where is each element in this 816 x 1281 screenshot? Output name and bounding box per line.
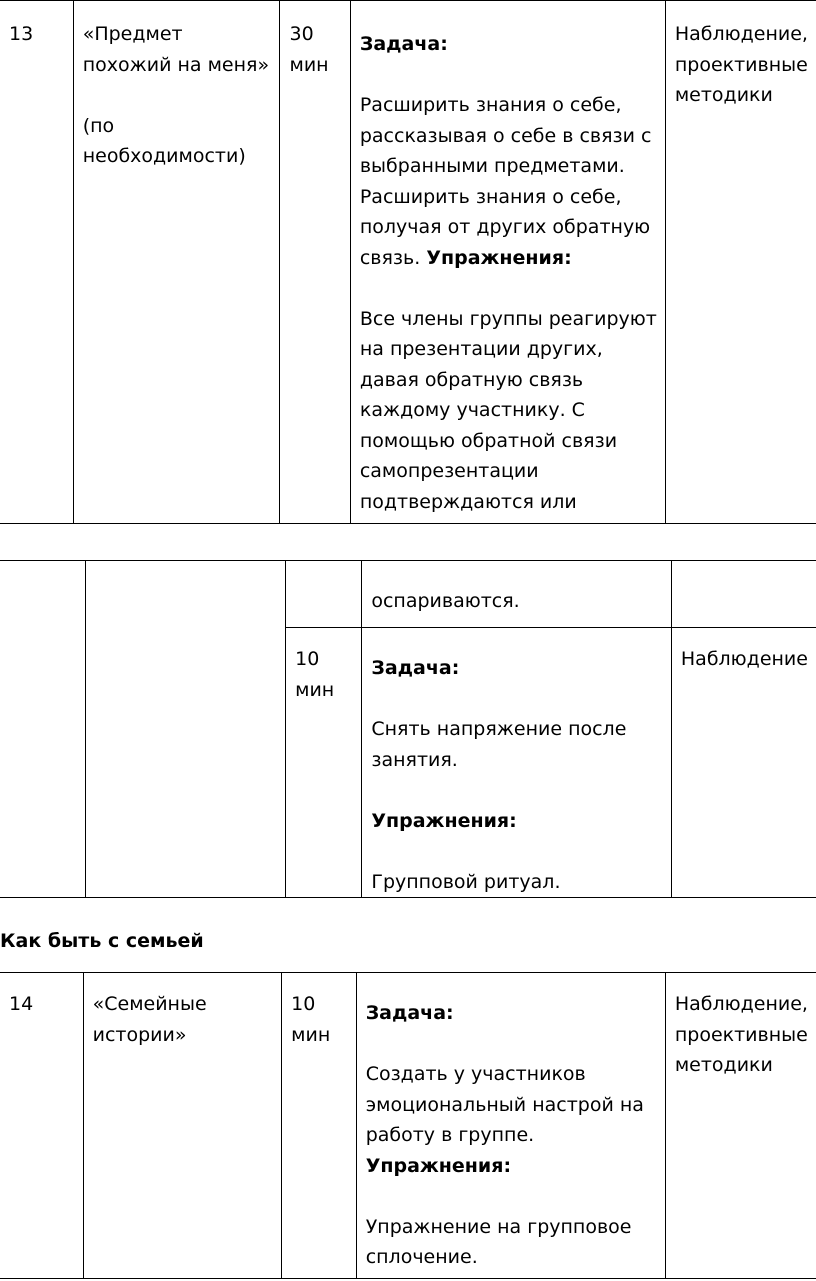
- task-line: работу в группе.: [365, 1124, 535, 1146]
- duration-unit: мин: [295, 678, 335, 701]
- session-title-cell: [73, 1, 280, 524]
- exercise-line: каждому участнику. С: [359, 399, 585, 421]
- task-line: получая от других обратную: [359, 216, 651, 238]
- content-cell: [362, 628, 672, 898]
- session-number: 14: [9, 993, 34, 1015]
- exercise-line: самопрезентации: [359, 460, 539, 482]
- session-title-line-2: похожий на меня»: [82, 53, 270, 76]
- exercise-line: давая обратную связь: [359, 368, 584, 391]
- exercises-label: Упражнения:: [365, 1154, 512, 1177]
- session-number-cell: [0, 1, 73, 524]
- exercise-line: Групповой ритуал.: [371, 870, 561, 893]
- method-cell: [671, 628, 816, 898]
- task-line: выбранными предметами.: [359, 155, 625, 177]
- task-label: Задача:: [371, 657, 460, 679]
- task-line: эмоциональный настрой на: [365, 1093, 644, 1116]
- session-number-cell: [0, 973, 83, 1279]
- method-line: методики: [674, 1054, 773, 1076]
- task-line: Расширить знания о себе,: [359, 94, 622, 116]
- task-line: связь.: [359, 246, 421, 269]
- session-note-line-1: (по: [82, 114, 115, 137]
- session-title-cell: [83, 973, 282, 1279]
- exercise-line: Упражнение на групповое: [365, 1215, 632, 1238]
- empty-duration-cell: [286, 561, 362, 628]
- method-line: Наблюдение: [680, 648, 808, 670]
- exercise-line: подтверждаются или: [359, 490, 577, 513]
- exercise-line: помощью обратной связи: [359, 429, 618, 452]
- content-continuation-cell: [362, 561, 672, 628]
- session-14-table: [0, 972, 816, 1279]
- exercises-label: Упражнения:: [371, 809, 517, 832]
- empty-method-cell: [671, 561, 816, 628]
- section-heading: Как быть с семьей: [0, 930, 204, 952]
- method-line: проективные: [674, 53, 808, 76]
- task-label: Задача:: [359, 33, 448, 55]
- content-cell: [350, 1, 665, 524]
- duration-value: 10: [295, 648, 320, 670]
- session-13-continuation-table: [0, 560, 816, 898]
- session-title-line-1: «Семейные: [92, 993, 207, 1015]
- continuation-text: оспариваются.: [371, 590, 520, 612]
- task-line: Создать у участников: [365, 1063, 586, 1085]
- method-line: проективные: [674, 1023, 808, 1046]
- exercises-label: Упражнения:: [426, 246, 572, 269]
- task-label: Задача:: [365, 1002, 454, 1024]
- task-line: занятия.: [371, 748, 458, 771]
- duration-unit: мин: [289, 53, 329, 76]
- exercise-line: сплочение.: [365, 1246, 478, 1268]
- exercise-line: на презентации других,: [359, 338, 603, 360]
- exercise-line: Все члены группы реагируют: [359, 307, 657, 330]
- session-13-table: [0, 0, 816, 524]
- duration-value: 30: [289, 23, 314, 45]
- method-cell: [665, 1, 816, 524]
- content-cell: [356, 973, 665, 1279]
- empty-number-cell: [0, 561, 86, 898]
- session-title-line-1: «Предмет: [82, 23, 183, 45]
- task-line: Снять напряжение после: [371, 718, 627, 740]
- method-line: методики: [674, 84, 773, 106]
- duration-cell: [286, 628, 362, 898]
- duration-value: 10: [291, 993, 316, 1015]
- duration-cell: [280, 1, 350, 524]
- task-line: рассказывая о себе в связи с: [359, 124, 652, 147]
- duration-unit: мин: [291, 1023, 331, 1046]
- task-line: Расширить знания о себе,: [359, 185, 622, 208]
- session-note-line-2: необходимости): [82, 145, 246, 167]
- method-cell: [665, 973, 816, 1279]
- duration-cell: [282, 973, 357, 1279]
- session-title-line-2: истории»: [92, 1023, 187, 1046]
- empty-title-cell: [86, 561, 286, 898]
- method-line: Наблюдение,: [674, 993, 808, 1015]
- method-line: Наблюдение,: [674, 23, 808, 45]
- session-number: 13: [9, 23, 34, 45]
